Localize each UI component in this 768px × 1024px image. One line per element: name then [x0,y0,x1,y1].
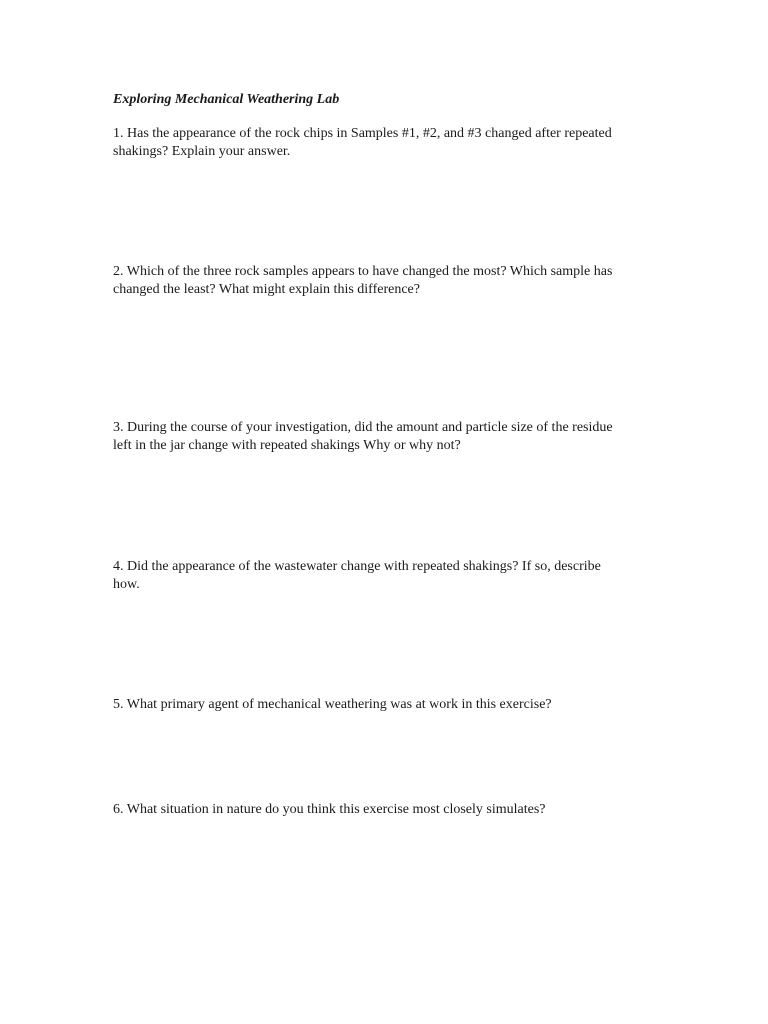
question-4-line-2: how. [113,577,140,592]
question-5-line-1: 5. What primary agent of mechanical weathering was at work in this exercise? [113,697,552,712]
question-1-line-2: shakings? Explain your answer. [113,144,291,159]
question-4 [113,558,673,594]
question-2-line-1: 2. Which of the three rock samples appears to have changed the most? Which sample has [113,264,613,279]
question-3 [113,419,673,455]
question-6 [113,801,673,819]
question-3-line-2: left in the jar change with repeated shakings Why or why not? [113,438,461,453]
question-6-line-1: 6. What situation in nature do you think this exercise most closely simulates? [113,802,546,817]
question-4-line-1: 4. Did the appearance of the wastewater change with repeated shakings? If so, describe [113,559,601,574]
question-2 [113,263,673,299]
document-title: Exploring Mechanical Weathering Lab [113,92,340,107]
question-1 [113,125,673,161]
question-2-line-2: changed the least? What might explain this difference? [113,282,420,297]
question-1-line-1: 1. Has the appearance of the rock chips in Samples #1, #2, and #3 changed after repeated [113,126,612,141]
question-3-line-1: 3. During the course of your investigation, did the amount and particle size of the residue [113,420,613,435]
question-5 [113,696,673,714]
